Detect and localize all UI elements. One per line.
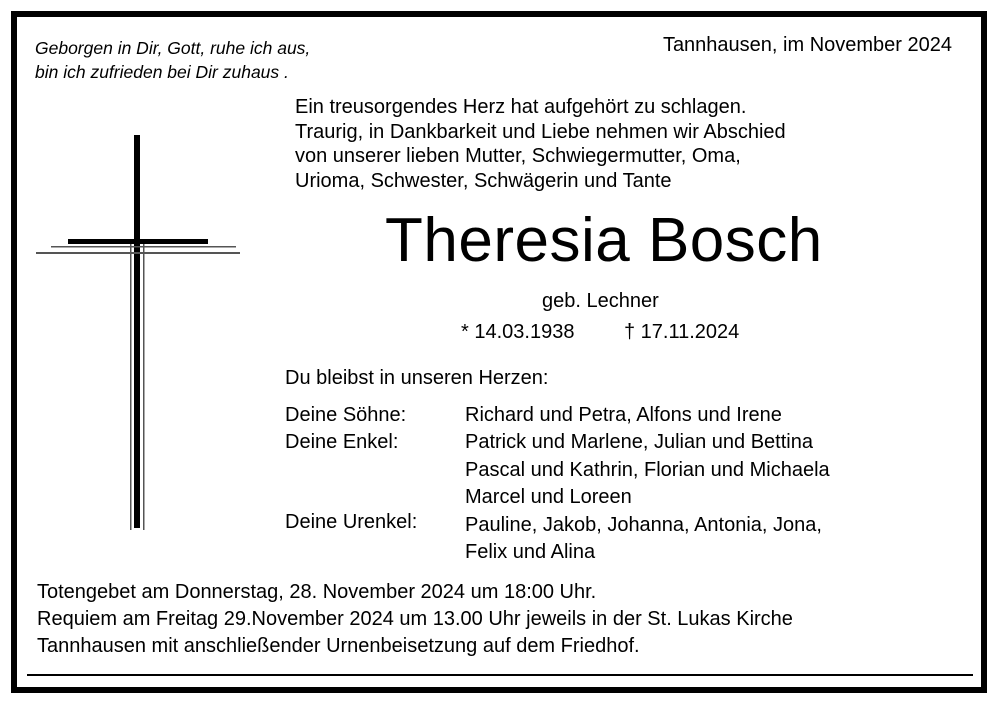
footer-line: Totengebet am Donnerstag, 28. November 2024 um 18:00 Uhr. [37, 581, 597, 603]
grandchildren-label: Deine Enkel: [285, 431, 399, 453]
great-grandchildren-label: Deine Urenkel: [285, 511, 418, 533]
footer-line: Tannhausen mit anschließender Urnenbeisetzung auf dem Friedhof. [37, 635, 640, 657]
birth-name: geb. Lechner [542, 290, 659, 312]
place-date: Tannhausen, im November 2024 [662, 34, 952, 56]
intro-text [295, 95, 786, 193]
grandchildren-line: Marcel und Loreen [465, 486, 632, 508]
deceased-name: Theresia Bosch [385, 206, 823, 275]
grandchildren-line: Patrick und Marlene, Julian und Bettina [465, 431, 813, 453]
footer-line: Requiem am Freitag 29.November 2024 um 13.00 Uhr jeweils in der St. Lukas Kirche [37, 608, 793, 630]
cross-icon [36, 135, 240, 530]
intro-line: Urioma, Schwester, Schwägerin und Tante [295, 169, 672, 192]
remembrance-line: Du bleibst in unseren Herzen: [285, 367, 549, 389]
sons-label: Deine Söhne: [285, 404, 407, 426]
motto-line-1: Geborgen in Dir, Gott, ruhe ich aus, [35, 38, 311, 58]
death-date: † 17.11.2024 [624, 321, 740, 343]
intro-line: von unserer lieben Mutter, Schwiegermutter, Oma, [295, 145, 741, 167]
birth-date: * 14.03.1938 [461, 321, 575, 343]
intro-line: Traurig, in Dankbarkeit und Liebe nehmen wir Abschied [295, 120, 786, 143]
grandchildren-line: Pascal und Kathrin, Florian und Michaela [465, 459, 830, 481]
great-grandchildren-line: Felix und Alina [465, 541, 596, 563]
intro-line: Ein treusorgendes Herz hat aufgehört zu schlagen. [295, 96, 747, 118]
bottom-rule [27, 674, 973, 676]
sons-names: Richard und Petra, Alfons und Irene [465, 404, 782, 426]
motto-line-2: bin ich zufrieden bei Dir zuhaus . [35, 62, 289, 82]
great-grandchildren-line: Pauline, Jakob, Johanna, Antonia, Jona, [465, 514, 822, 536]
